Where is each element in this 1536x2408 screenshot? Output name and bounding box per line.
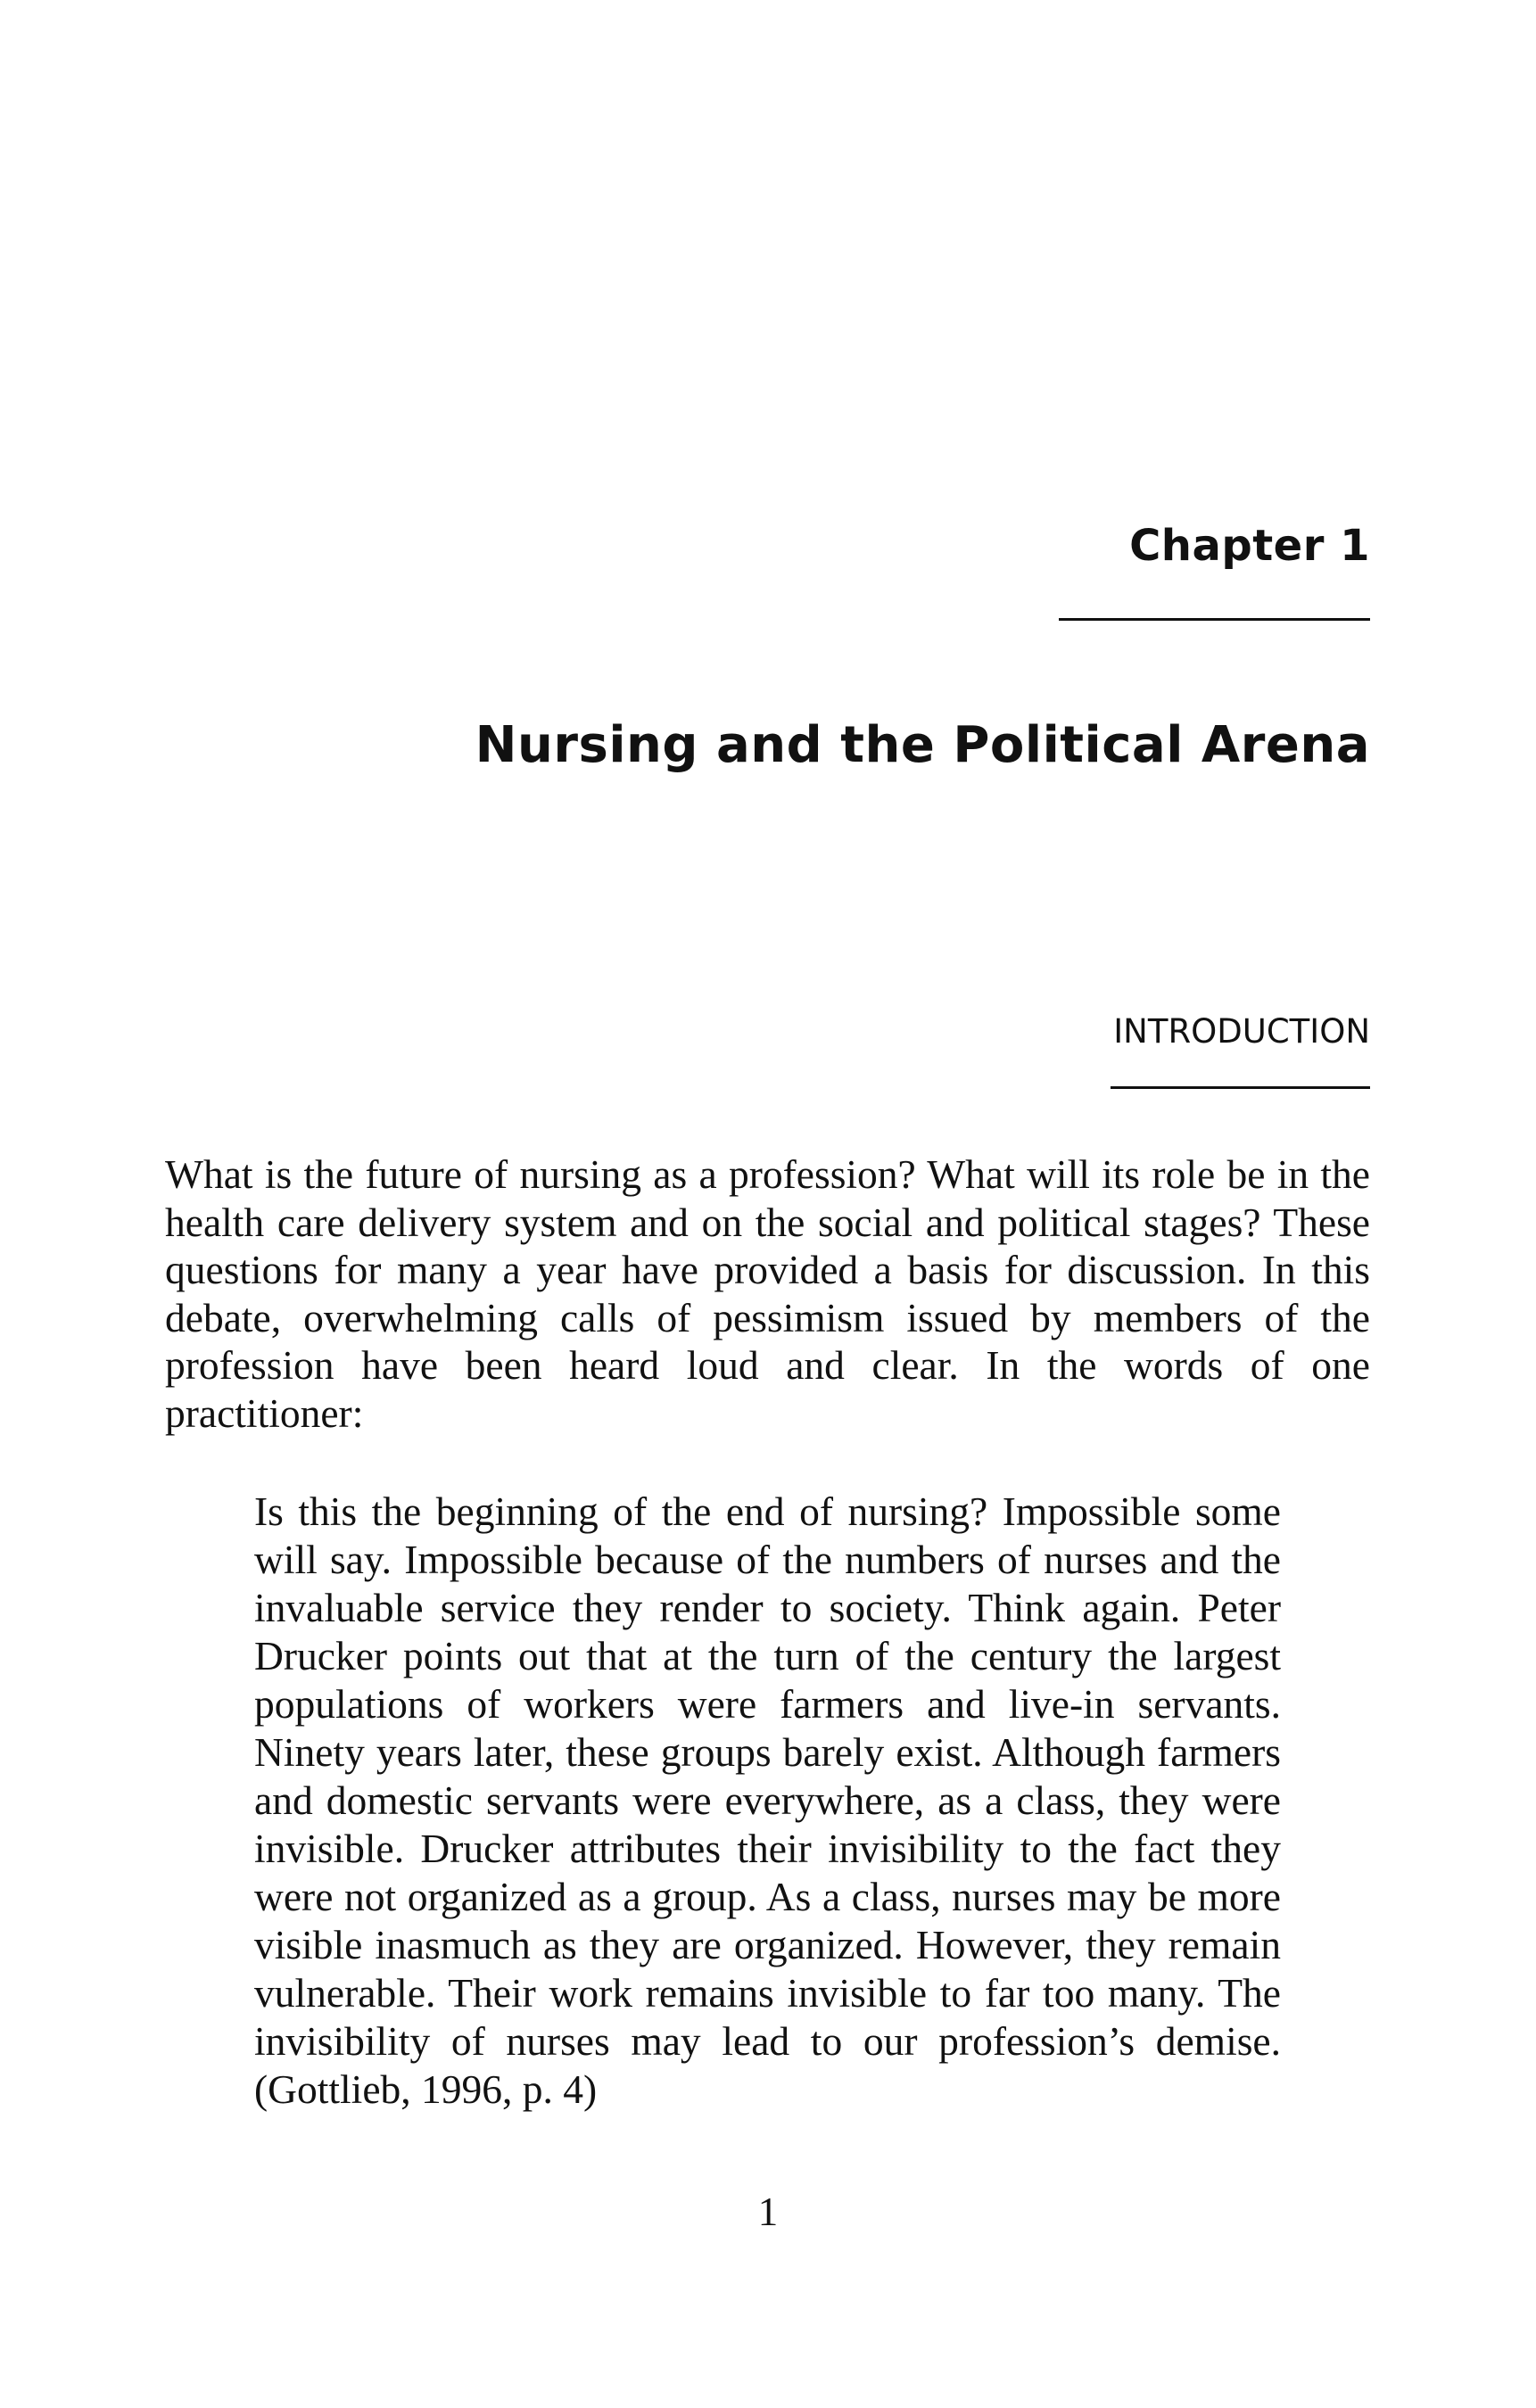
intro-paragraph: What is the future of nursing as a profession? What will its role be in the health care delivery system and on the social and political stages? These questions for many a year have provided a basis for discussion. In this debate, overwhelming calls of pessimism issued by members of the profession have been heard loud and clear. In the words of one practitioner: [165,1151,1370,1436]
block-quote: Is this the beginning of the end of nursing? Impossible some will say. Impossible because of the numbers of nurses and the invaluable service they render to society. Think again. Peter Drucker points out that at the turn of the century the largest populations of workers were farmers and live-in servants. Ninety years later, these groups barely exist. Although farmers and domestic servants were everywhere, as a class, they were invisible. Drucker attributes their invisibility to the fact they were not organized as a group. As a class, nurses may be more visible inasmuch as they are organized. However, they remain vulnerable. Their work remains invisible to far too many. The invisibility of nurses may lead to our profession’s demise. (Gottlieb, 1996, p. 4) [254,1489,1281,2112]
chapter-label: Chapter 1 [1129,521,1370,571]
chapter-divider [1059,618,1370,621]
page-number: 1 [757,2189,779,2234]
section-divider [1111,1086,1370,1089]
section-heading: INTRODUCTION [1113,1012,1370,1051]
chapter-title: Nursing and the Political Arena [475,716,1370,774]
